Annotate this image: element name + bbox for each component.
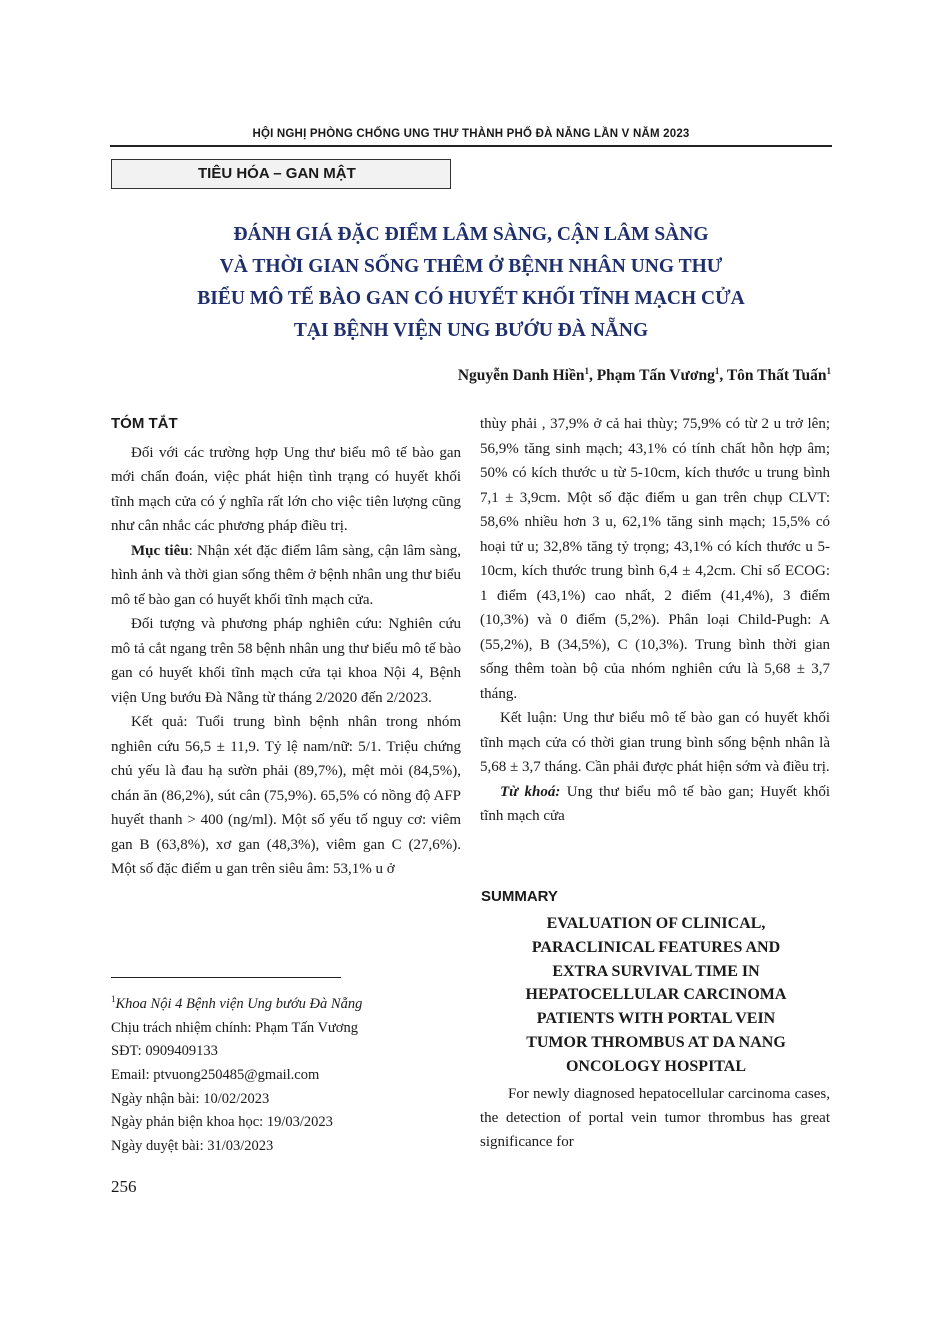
objective-text: : Nhận xét đặc điểm lâm sàng, cận lâm sàng, hình ảnh và thời gian sống thêm ở bệnh nhân ung thư biểu mô tế bào gan có huyết khối tĩnh mạch cửa. [111, 542, 461, 608]
keywords-label: Từ khoá: [500, 783, 561, 800]
footnote-reviewed: Ngày phản biện khoa học: 19/03/2023 [111, 1114, 333, 1131]
affiliation-marker: 1 [111, 994, 116, 1004]
english-title-line: PARACLINICAL FEATURES AND [531, 938, 781, 956]
footnote-responsible: Chịu trách nhiệm chính: Phạm Tấn Vương [111, 1019, 358, 1036]
abstract-results-part2: thùy phải , 37,9% ở cả hai thùy; 75,9% có từ 2 u trở lên; 56,9% tăng sinh mạch; 43,1% có tính chất hỗn hợp âm; 50% có kích thước u từ 5-10cm, kích thước u trung bình 7,1 ± 3,9cm. Một số đặc điểm u gan trên chụp CLVT: 58,6% nhiều hơn 3 u, 62,1% tăng sinh mạch; 15,5% có hoại tử u; 32,8% tăng tỷ trọng; 43,1% có kích thước u 5-10cm, kích thước trung bình 6,4 ± 4,2cm. Chỉ số ECOG: 1 điểm (43,1%) cao nhất, 2 điểm (41,4%), 3 điểm (10,3%) và 0 điểm (5,2%). Phân loại Child-Pugh: A (55,2%), B (34,5%), C (10,3%). Trung bình thời gian sống thêm toàn bộ của nhóm nghiên cứu là 5,68 ± 3,7 tháng. [480, 416, 830, 702]
summary-body [480, 1082, 830, 1154]
footnote-accepted: Ngày duyệt bài: 31/03/2023 [111, 1138, 274, 1155]
english-title-line: EXTRA SURVIVAL TIME IN [552, 962, 760, 980]
title-line: ĐÁNH GIÁ ĐẶC ĐIỂM LÂM SÀNG, CẬN LÂM SÀNG [233, 224, 709, 245]
author-separator: , [719, 367, 727, 385]
title-line: TẠI BỆNH VIỆN UNG BƯỚU ĐÀ NẴNG [293, 320, 649, 341]
footnote-received: Ngày nhận bài: 10/02/2023 [111, 1090, 270, 1107]
author-name: Tôn Thất Tuấn [726, 367, 827, 385]
abstract-methods: Đối tượng và phương pháp nghiên cứu: Nghiên cứu mô tả cắt ngang trên 58 bệnh nhân ung thư biểu mô tế bào gan có huyết khối tĩnh mạch cửa tại khoa Nội 4, Bệnh viện Ung bướu Đà Nẵng từ tháng 2/2020 đến 2/2023. [111, 616, 461, 706]
english-title-line: TUMOR THROMBUS AT DA NANG [526, 1033, 786, 1051]
footnote-affiliation [111, 988, 461, 1017]
affiliation-marker: 1 [714, 366, 720, 376]
title-line: VÀ THỜI GIAN SỐNG THÊM Ở BỆNH NHÂN UNG THƯ [219, 256, 723, 277]
abstract-heading: TÓM TẮT [111, 415, 178, 432]
abstract-results-part1: Kết quả: Tuổi trung bình bệnh nhân trong nhóm nghiên cứu 56,5 ± 11,9. Tỷ lệ nam/nữ: 5/1. Triệu chứng chủ yếu là đau hạ sườn phải (89,7%), mệt mỏi (84,5%), chán ăn (86,2%), sút cân (75,9%). 65,5% có nồng độ AFP huyết thanh > 400 (ng/ml). Một số yếu tố nguy cơ: viêm gan B (63,8%), xơ gan (48,3%), viêm gan C (27,6%). Một số đặc điểm u gan trên siêu âm: 53,1% u ở [111, 714, 461, 877]
english-title-line: HEPATOCELLULAR CARCINOMA [525, 986, 787, 1004]
footnote-email: Email: ptvuong250485@gmail.com [111, 1066, 320, 1083]
footnote-block [111, 988, 461, 1159]
article-title [110, 219, 832, 347]
abstract-right-column [480, 412, 830, 829]
page-number: 256 [111, 1177, 137, 1196]
footnote-rule [111, 977, 341, 978]
english-title-line: ONCOLOGY HOSPITAL [565, 1057, 747, 1075]
author-separator: , [588, 367, 597, 385]
keywords-text: Ung thư biểu mô tế bào gan; Huyết khối tĩnh mạch cửa [480, 783, 830, 824]
footnote-phone: SĐT: 0909409133 [111, 1043, 218, 1060]
running-header: HỘI NGHỊ PHÒNG CHỐNG UNG THƯ THÀNH PHỐ ĐÀ NẴNG LẦN V NĂM 2023 [252, 128, 690, 140]
affiliation-text: Khoa Nội 4 Bệnh viện Ung bướu Đà Nẵng [115, 995, 363, 1012]
author-name: Nguyễn Danh Hiền [457, 367, 585, 385]
abstract-keywords [480, 780, 830, 829]
section-label: TIÊU HÓA – GAN MẬT [111, 159, 451, 189]
english-title [480, 912, 832, 1079]
summary-paragraph: For newly diagnosed hepatocellular carcinoma cases, the detection of portal vein tumor thrombus has great significance for [480, 1086, 830, 1150]
abstract-conclusion: Kết luận: Ung thư biểu mô tế bào gan có huyết khối tĩnh mạch cửa có thời gian trung bình sống bệnh nhân là 5,68 ± 3,7 tháng. Cần phải được phát hiện sớm và điều trị. [480, 710, 830, 775]
english-title-line: PATIENTS WITH PORTAL VEIN [536, 1010, 776, 1028]
summary-heading: SUMMARY [481, 888, 558, 905]
author-name: Phạm Tấn Vương [596, 367, 715, 385]
objective-label: Mục tiêu [131, 542, 189, 559]
affiliation-marker: 1 [826, 366, 831, 376]
header-rule [110, 145, 832, 147]
author-list [458, 366, 831, 385]
title-line: BIỂU MÔ TẾ BÀO GAN CÓ HUYẾT KHỐI TĨNH MẠCH CỬA [197, 288, 745, 309]
english-title-line: EVALUATION OF CLINICAL, [546, 915, 766, 932]
affiliation-marker: 1 [584, 366, 589, 376]
abstract-left-column [111, 412, 461, 882]
abstract-intro: Đối với các trường hợp Ung thư biểu mô tế bào gan mới chẩn đoán, việc phát hiện tình trạng có huyết khối tĩnh mạch cửa có ý nghĩa rất lớn cho việc tiên lượng cũng như cân nhắc các phương pháp điều trị. [111, 444, 461, 534]
abstract-objective [111, 539, 461, 613]
